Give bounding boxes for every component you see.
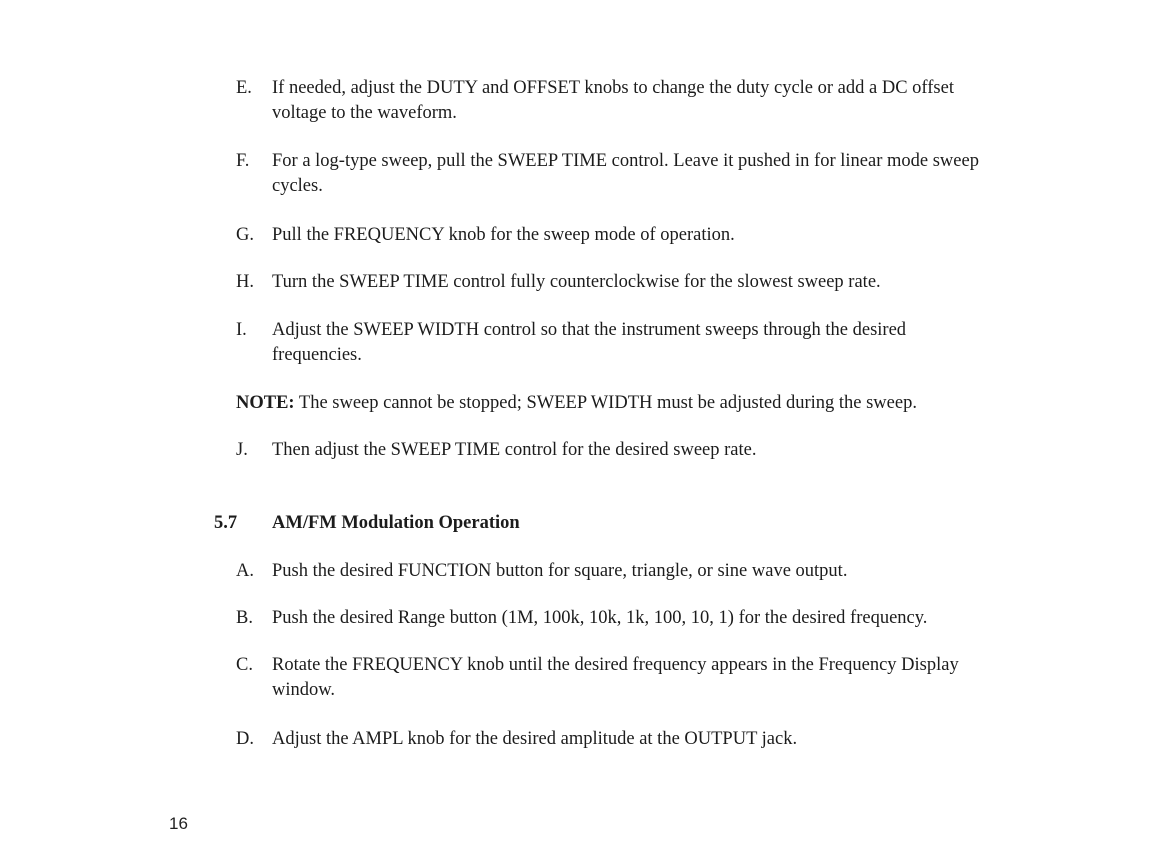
page-number: 16: [169, 814, 188, 833]
step-d: [236, 727, 996, 752]
step-text: Turn the SWEEP TIME control fully counterclockwise for the slowest sweep rate.: [272, 272, 881, 292]
step-letter: G.: [236, 225, 254, 245]
step-letter: J.: [236, 440, 248, 460]
step-letter: I.: [236, 320, 247, 340]
step-text: Adjust the AMPL knob for the desired amplitude at the OUTPUT jack.: [272, 729, 798, 749]
step-j: [236, 438, 996, 463]
step-i: [236, 318, 996, 368]
step-a: [236, 559, 996, 584]
step-text: For a log-type sweep, pull the SWEEP TIME control. Leave it pushed in for linear mode sweep cycles.: [272, 151, 979, 196]
step-h: [236, 270, 996, 295]
step-letter: A.: [236, 561, 254, 581]
step-letter: C.: [236, 655, 253, 675]
step-f: [236, 149, 996, 199]
step-text: If needed, adjust the DUTY and OFFSET knobs to change the duty cycle or add a DC offset voltage to the waveform.: [272, 78, 954, 123]
step-text: Adjust the SWEEP WIDTH control so that the instrument sweeps through the desired frequencies.: [272, 320, 907, 365]
step-g: [236, 223, 996, 248]
step-c: [236, 653, 996, 703]
section-heading: [214, 511, 520, 536]
step-text: Rotate the FREQUENCY knob until the desired frequency appears in the Frequency Display window.: [272, 655, 959, 700]
step-letter: D.: [236, 729, 254, 749]
step-letter: H.: [236, 272, 254, 292]
step-text: Push the desired Range button (1M, 100k, 10k, 1k, 100, 10, 1) for the desired frequency.: [272, 608, 928, 628]
note: [236, 391, 1016, 416]
step-text: Pull the FREQUENCY knob for the sweep mode of operation.: [272, 225, 735, 245]
note-label: NOTE:: [236, 393, 295, 413]
step-letter: E.: [236, 78, 252, 98]
section-number: 5.7: [214, 513, 238, 533]
step-letter: B.: [236, 608, 253, 628]
step-letter: F.: [236, 151, 250, 171]
step-b: [236, 606, 996, 631]
step-text: Push the desired FUNCTION button for square, triangle, or sine wave output.: [272, 561, 848, 581]
step-text: Then adjust the SWEEP TIME control for the desired sweep rate.: [272, 440, 757, 460]
note-text: The sweep cannot be stopped; SWEEP WIDTH must be adjusted during the sweep.: [298, 393, 917, 413]
section-title: AM/FM Modulation Operation: [272, 513, 520, 533]
step-e: [236, 76, 996, 126]
